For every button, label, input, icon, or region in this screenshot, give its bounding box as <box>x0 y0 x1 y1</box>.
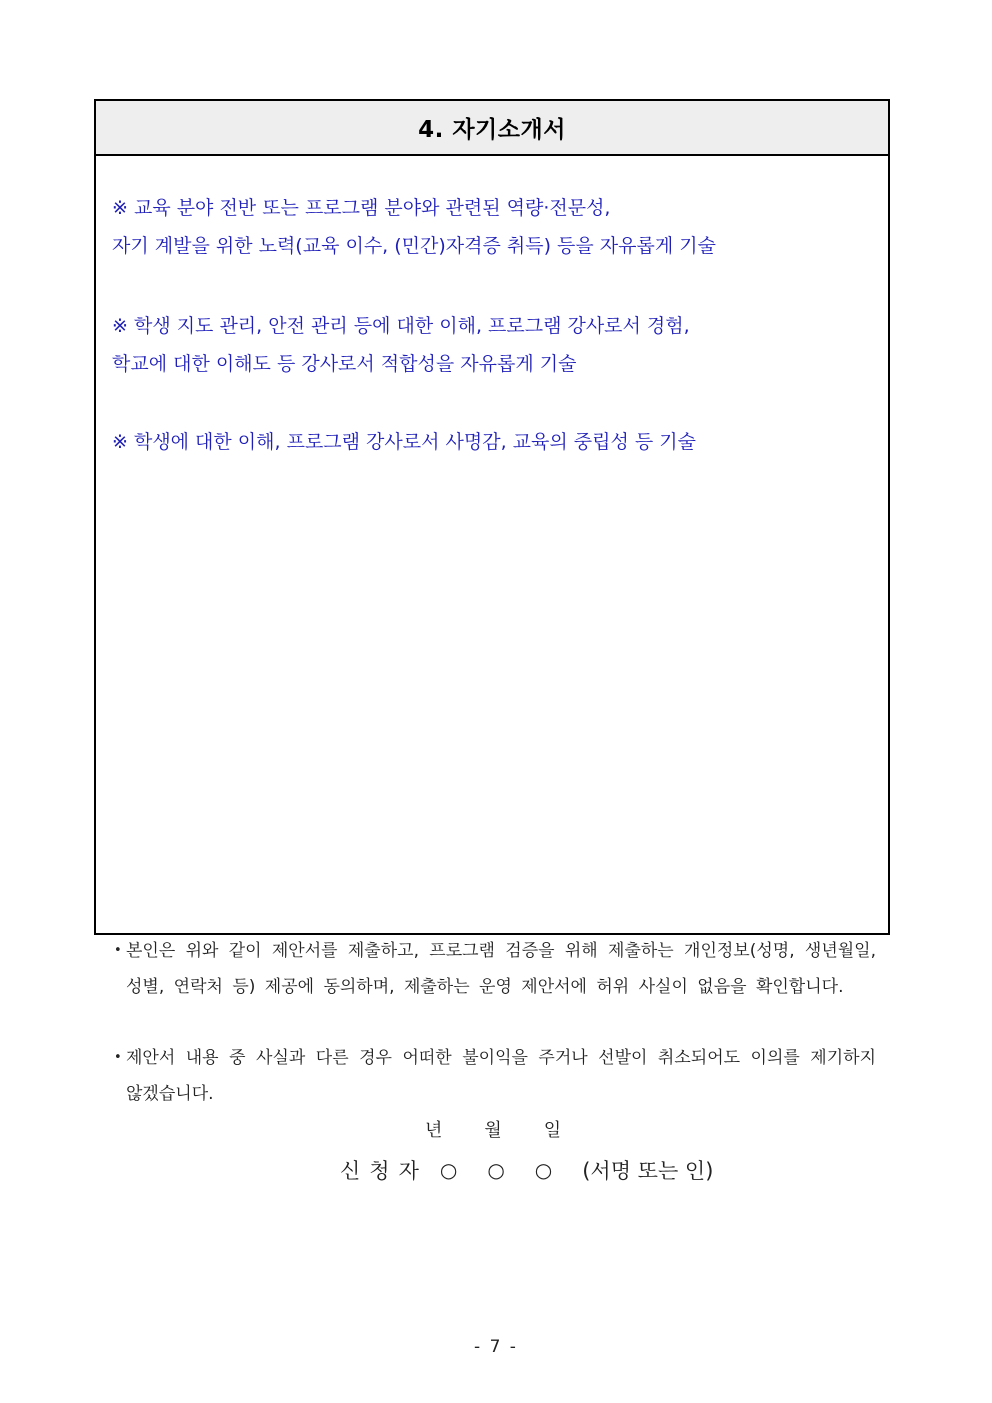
applicant-label: 신청자 <box>340 1159 428 1183</box>
consent-statement-objection <box>114 1040 876 1112</box>
self-introduction-box <box>94 99 890 935</box>
month-label: 월 <box>484 1120 502 1141</box>
guide-note-mission <box>112 423 696 461</box>
bullet-icon: • <box>114 943 122 958</box>
signature-line <box>340 1155 713 1185</box>
name-placeholder-circle: ○ <box>439 1158 458 1182</box>
guide-note-competence <box>112 189 716 265</box>
consent-text: 제안서 내용 중 사실과 다른 경우 어떠한 불이익을 주거나 선발이 취소되어도 이의를 제기하지 않겠습니다. <box>126 1048 876 1104</box>
guide-line: ※ 학생에 대한 이해, 프로그램 강사로서 사명감, 교육의 중립성 등 기술 <box>112 431 696 453</box>
consent-text: 본인은 위와 같이 제안서를 제출하고, 프로그램 검증을 위해 제출하는 개인정보(성명, 생년월일, 성별, 연락처 등) 제공에 동의하며, 제출하는 운영 제안서에 허위 사실이 없음을 확인합니다. <box>126 941 876 997</box>
guide-note-suitability <box>112 307 690 383</box>
guide-line: 학교에 대한 이해도 등 강사로서 적합성을 자유롭게 기술 <box>112 353 577 375</box>
guide-line: ※ 교육 분야 전반 또는 프로그램 분야와 관련된 역량·전문성, <box>112 197 611 219</box>
day-label: 일 <box>543 1120 562 1141</box>
page-number: - 7 - <box>474 1337 518 1357</box>
bullet-icon: • <box>114 1050 122 1065</box>
name-placeholder-circle: ○ <box>487 1158 505 1182</box>
name-placeholder-circle: ○ <box>534 1158 553 1182</box>
guide-line: 자기 계발을 위한 노력(교육 이수, (민간)자격증 취득) 등을 자유롭게 기술 <box>112 235 716 257</box>
signature-note: (서명 또는 인) <box>582 1159 714 1183</box>
year-label: 년 <box>425 1120 443 1141</box>
date-line <box>425 1116 561 1142</box>
section-header <box>96 101 888 156</box>
consent-statement-privacy <box>114 933 876 1005</box>
section-title: 4. 자기소개서 <box>418 117 566 143</box>
guide-line: ※ 학생 지도 관리, 안전 관리 등에 대한 이해, 프로그램 강사로서 경험, <box>112 315 690 337</box>
